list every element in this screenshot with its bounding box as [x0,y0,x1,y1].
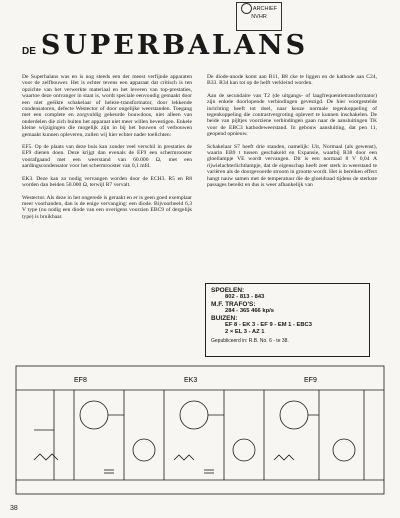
right-paragraph: Aan de secundaire van T2 (de uitgangs- of laagfrequentietransformator) zijn enkele doorlopende verbindingen gevestigd. De hier voorgestelde inrichting heeft tot doel, naar keuze normale tegenkoppeling of tegenkoppeling die contrastvergroting oplevert te kunnen inschakelen. De beide van pijltjes voorziene verbindingen gaan naar de aansluitingen TK voor de EBC3 kathodeweerstand. In gebouw aansluiting, dat pen 11, geopend opnieuw. [207,92,377,138]
parts-box [205,283,370,357]
stamp-line2: NVHR [251,14,267,20]
spoelen-value: 802 - 813 - 843 [225,294,265,300]
left-paragraph: Westector. Als deze in het ongerede is geraakt en er is geen goed exemplaar meer voorhanden, dan is de enige vervanging: een diode. Bijvoorbeeld 6,3 V type (nu nodig een diode van een overigens voorzien EBC9 of dergelijk type) is bruikbaar. [22,194,192,220]
left-paragraph: EF5. Op de plaats van deze buis kan zonder veel verschil in prestaties de EF9 dienen doen. Deze krijgt dan evenals de EF9 een schermrooster voorafgaand met een weerstand van 60.000 Ω, met een aardingscondensator voor het schermrooster van 0,1 mfd. [22,144,192,170]
buizen-line1: EF 8 - EK 3 - EF 9 - EM 1 - EBC3 [225,322,312,328]
mf-label: M.F. TRAFO'S: [211,301,256,308]
archive-stamp [236,2,282,31]
spoelen-label: SPOELEN: [211,287,245,294]
circuit-schematic [14,360,386,500]
left-paragraph: EK3. Deze kan zo nodig vervangen worden door de ECH3. R5 en R8 worden dan beiden 50.000 Ω, terwijl R7 vervalt. [22,175,192,189]
article-heading [22,30,308,61]
right-column [207,74,377,195]
page-number: 38 [10,505,18,512]
tube-label-ef8: EF8 [74,377,87,384]
right-paragraph: De diode-anode komt aan B11, B8 cke te liggen en de kathode aan C24, B33. R34 kan tot op de helft verkleind worden. [207,74,377,87]
buizen-line2: 2 × EL 3 - AZ 1 [225,329,265,335]
tube-label-ek3: EK3 [184,377,198,384]
mf-value: 284 - 365 466 kp/s [225,308,274,314]
stamp-line1: ARCHIEF [252,5,278,12]
archive-logo-icon [241,3,252,14]
left-paragraph: De Superbalans was en is nog steeds een der meest verfijnde apparaten voor de zelfbouwer. Het is echter tevens een apparaat dat critisch is ten opzichte van het verwerkte materiaal en het leveren van top-prestaties, waartoe deze ontvanger in staat is, wordt speciale eenvoudig gemaakt door een niet geëikte schakelaar of heleze-transformator, door lekkende condensatoren, defecte Westector of door ongelijke weerstanden. Toegang met een complete en zorgvuldig gekeurde bouwdoos, niet alleen van onderdelen die zich buiten het apparaat niet meer willen bevestigen. Enkele kleine wijzigingen die mogelijk zijn in bij het bouwen of verbouwen gemaakt kunnen opleveren, zullen wij hier echter nader toelichten: [22,74,192,138]
buizen-label: BUIZEN: [211,315,238,322]
publication-note: Gepubliceerd in: R.B. No. 6 - te 38. [211,338,289,344]
tube-label-ef9: EF9 [304,377,317,384]
left-column [22,74,192,226]
right-paragraph: Schakelaar S7 heeft drie standen, namelijk: Uit, Normaal (als gewenst), waarin EB9 t tussen geschakeld en Expansie, waarbij R38 door een gloeilampje VE wordt vervangen. Dit is een normaal 8 V 0,04 A rijwielachterlichtlampje, dat de eigenschap heeft zeer sterk in weerstand te variëren als de doorgevoerde stroom in grootte wordt. Het is bereiken effect hangt nauw samen met de temperatuur die de gloeidraad tijdens de sterkste passages bereikt en dus is weer afhankelijk van [207,143,377,189]
heading-prefix: DE [22,46,36,57]
heading-title: SUPERBALANS [40,30,309,61]
